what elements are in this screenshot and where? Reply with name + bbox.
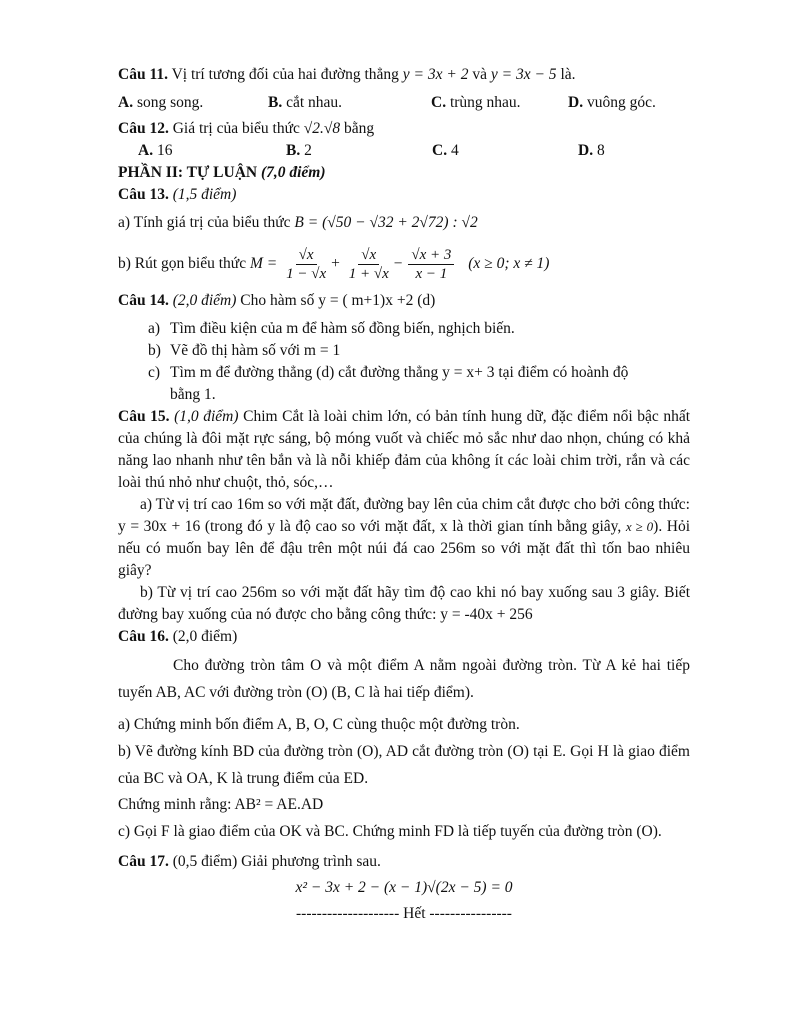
q12-option-c[interactable]: C. 4 [432,142,459,159]
q16-label: Câu 16. [118,628,169,645]
q15-a-cond: x ≥ 0 [625,519,654,534]
q12-expr: √2.√8 [303,120,341,137]
q12-line [118,118,690,140]
q17-text: Giải phương trình sau. [241,853,381,870]
q14-label: Câu 14. [118,292,169,309]
q14-items [118,318,690,406]
q16-intro: Cho đường tròn tâm O và một điểm A nằm ngoài đường tròn. Từ A kẻ hai tiếp tuyến AB, AC với đường tròn (O) (B, C là hai tiếp điểm). [118,657,690,701]
q11-options [118,92,690,114]
q13-condition: (x ≥ 0; x ≠ 1) [468,255,550,272]
q15-a: a) Từ vị trí cao 16m so với mặt đất, đường bay lên của chim cắt được cho bởi công thức: y = 30x + 16 (trong đó y là độ cao so với mặt đất, x là thời gian tính bằng giây, x ≥ 0). Hỏi nếu có muốn bay lên để đậu trên một núi đá cao 256m so với mặt đất thì tốn bao nhiêu giây? [118,496,691,579]
q11-option-b[interactable]: B. cắt nhau. [268,94,343,111]
q13-label: Câu 13. [118,186,169,203]
q12-label: Câu 12. [118,120,169,137]
q16-heading [118,626,690,648]
q16-a: a) Chứng minh bốn điểm A, B, O, C cùng thuộc một đường tròn. [118,716,520,733]
q15-points: (1,0 điểm) [174,408,239,425]
q12-option-a[interactable]: A. 16 [138,142,173,159]
q13-fraction-1: $\frac{√x}{1 - √x}$ [286,246,327,282]
q12-tail: bằng [344,120,375,137]
q14-item-c-cont: bằng 1. [170,386,216,403]
part2-heading [118,162,690,184]
exam-page [118,64,690,925]
q15-label: Câu 15. [118,408,170,425]
q17-equation: x² − 3x + 2 − (x − 1)√(2x − 5) = 0 [295,879,513,896]
footer-end: -------------------- Hết ---------------- [296,905,512,922]
q13-b-lhs: M = [249,255,278,272]
q16-b2: Chứng minh rằng: AB² = AE.AD [118,796,324,813]
q11-eq2: y = 3x − 5 [490,66,557,83]
q14-item-a: a) Tìm điều kiện của m để hàm số đồng biến, nghịch biến. [148,320,515,337]
q13-heading [118,184,690,206]
q11-option-c[interactable]: C. trùng nhau. [431,94,521,111]
q14-heading [118,290,690,312]
q14-item-b: b) Vẽ đồ thị hàm số với m = 1 [148,342,341,359]
q11-option-d[interactable]: D. vuông góc. [568,94,656,111]
q13-b: b) Rút gọn biểu thức M = $\frac{√x}{1 - √x}$ + $\frac{√x}{1 + √x}$ − $\frac{√x + 3}{x - 1}$ (x ≥ 0; x ≠ 1) [118,246,550,282]
q11-option-a[interactable]: A. song song. [118,94,204,111]
q11-eq1: y = 3x + 2 [402,66,469,83]
q17-points: (0,5 điểm) [172,853,238,870]
q16-c: c) Gọi F là giao điểm của OK và BC. Chứng minh FD là tiếp tuyến của đường tròn (O). [118,823,662,840]
q15-intro [118,406,690,494]
q14-text: Cho hàm số y = ( m+1)x +2 (d) [240,292,436,309]
q15-intro-text: Chim Cắt là loài chim lớn, có bản tính hung dữ, đặc điểm nổi bậc nhất của chúng là đôi mặt rực sáng, bộ móng vuốt và chiếc mỏ sắc như dao nhọn, chúng có khả năng lao nhanh như tên bắn và là nỗi khiếp đảm của không ít các loài chim trời, rắn và các loài thú nhỏ như chuột, thỏ, sóc,… [118,408,691,491]
q12-text: Giá trị của biểu thức [172,120,300,137]
q13-b-text: b) Rút gọn biểu thức [118,255,247,272]
q11-text: Vị trí tương đối của hai đường thẳng [171,66,399,83]
q16-b: b) Vẽ đường kính BD của đường tròn (O), AD cắt đường tròn (O) tại E. Gọi H là giao điểm của BC và OA, K là trung điểm của ED. [118,743,690,787]
q14-points: (2,0 điểm) [172,292,237,309]
q12-option-b[interactable]: B. 2 [286,142,312,159]
part2-points: (7,0 điểm) [260,164,326,181]
q11-line [118,64,690,86]
q17-label: Câu 17. [118,853,169,870]
q17-heading [118,851,690,873]
q13-a-expr: B = (√50 − √32 + 2√72) : √2 [294,214,478,231]
q16-points: (2,0 điểm) [172,628,238,645]
q11-label: Câu 11. [118,66,168,83]
part2-title: PHẦN II: TỰ LUẬN [118,164,258,181]
q14-item-c: c) Tìm m để đường thẳng (d) cắt đường thẳng y = x+ 3 tại điểm có hoành độ [148,364,629,381]
q11-tail: là. [560,66,576,83]
q13-a-text: a) Tính giá trị của biểu thức [118,214,291,231]
q13-fraction-2: $\frac{√x}{1 + √x}$ [348,246,389,282]
q13-points: (1,5 điểm) [172,186,237,203]
q15-b: b) Từ vị trí cao 256m so với mặt đất hãy tìm độ cao khi nó bay xuống sau 3 giây. Biết đường bay xuống của nó được cho bằng công thức: y = -40x + 256 [118,584,690,623]
q12-options [118,140,690,162]
q13-a [118,212,690,234]
q12-option-d[interactable]: D. 8 [578,142,605,159]
q11-and: và [472,66,487,83]
q13-fraction-3: $\frac{√x + 3}{x - 1}$ [408,246,454,283]
